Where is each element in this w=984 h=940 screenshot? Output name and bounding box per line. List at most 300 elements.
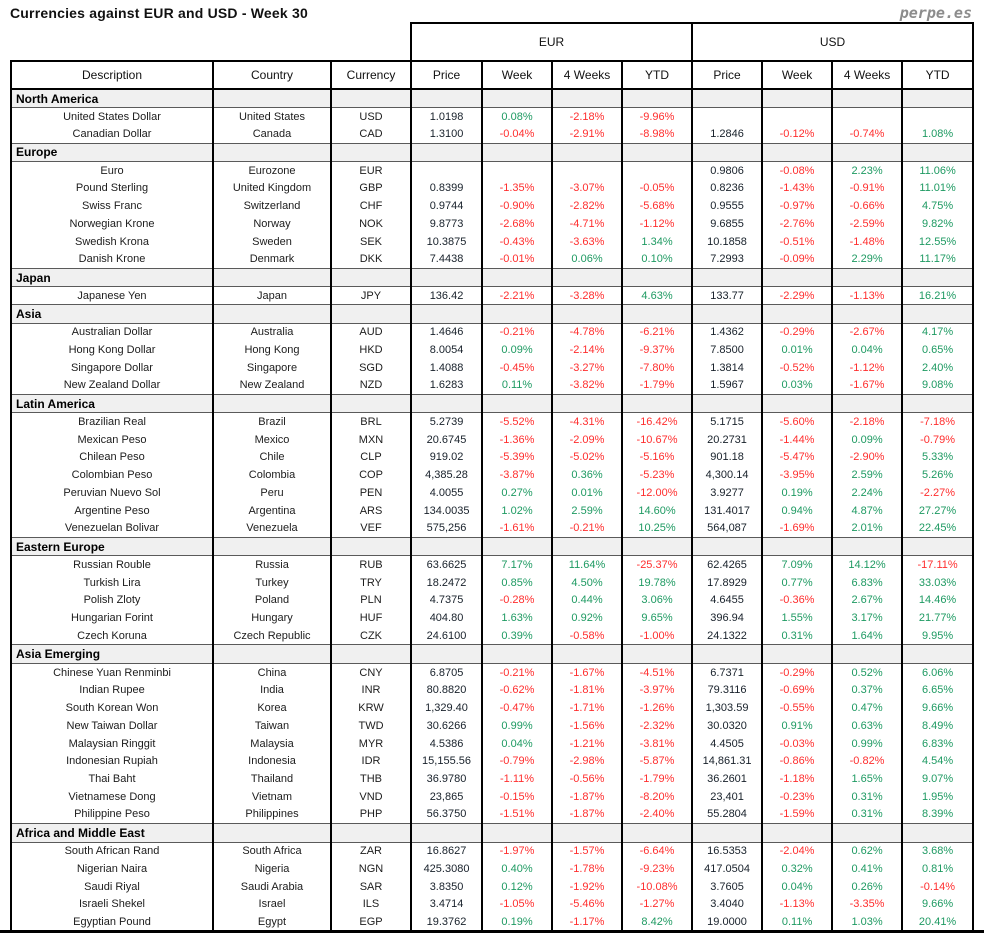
cell-usd-4weeks: -2.90% — [832, 448, 902, 466]
cell-eur-ytd: -3.81% — [622, 735, 692, 753]
section-cell — [832, 394, 902, 413]
cell-description: Saudi Riyal — [11, 878, 213, 896]
cell-eur-ytd: -9.23% — [622, 860, 692, 878]
cell-eur-week: -0.28% — [482, 592, 552, 610]
section-cell — [331, 143, 411, 162]
cell-country: Australia — [213, 323, 331, 341]
group-header-row — [11, 23, 973, 61]
cell-country: United States — [213, 108, 331, 126]
cell-currency: EUR — [331, 162, 411, 180]
cell-usd-4weeks: 1.03% — [832, 913, 902, 931]
cell-usd-ytd: 6.65% — [902, 681, 973, 699]
group-header-eur: EUR — [411, 23, 692, 61]
cell-eur-4weeks: -1.87% — [552, 788, 622, 806]
cell-country: Sweden — [213, 233, 331, 251]
cell-usd-price: 20.2731 — [692, 431, 762, 449]
cell-usd-ytd: 11.06% — [902, 162, 973, 180]
cell-currency: DKK — [331, 251, 411, 269]
cell-usd-week: 0.91% — [762, 717, 832, 735]
section-cell — [331, 89, 411, 108]
cell-eur-4weeks: -2.09% — [552, 431, 622, 449]
cell-usd-week: -0.12% — [762, 125, 832, 143]
section-cell — [832, 645, 902, 664]
section-cell — [692, 305, 762, 324]
cell-usd-4weeks: 14.12% — [832, 556, 902, 574]
section-cell — [552, 824, 622, 843]
cell-currency: PEN — [331, 484, 411, 502]
cell-eur-price: 5.2739 — [411, 413, 482, 431]
cell-eur-ytd: -8.20% — [622, 788, 692, 806]
section-cell — [213, 143, 331, 162]
column-header-row — [11, 61, 973, 89]
cell-usd-4weeks: 1.64% — [832, 627, 902, 645]
cell-eur-price: 4,385.28 — [411, 466, 482, 484]
cell-eur-week: -1.61% — [482, 520, 552, 538]
cell-usd-4weeks: -3.35% — [832, 895, 902, 913]
col-header-eur-price: Price — [411, 61, 482, 89]
cell-eur-week: 0.04% — [482, 735, 552, 753]
section-row — [11, 394, 973, 413]
col-header-eur-ytd: YTD — [622, 61, 692, 89]
cell-description: Swedish Krona — [11, 233, 213, 251]
section-cell — [622, 143, 692, 162]
cell-usd-week: -1.18% — [762, 770, 832, 788]
section-cell — [411, 537, 482, 556]
cell-eur-4weeks: 0.06% — [552, 251, 622, 269]
cell-currency: COP — [331, 466, 411, 484]
cell-country: United Kingdom — [213, 179, 331, 197]
cell-eur-price: 1.0198 — [411, 108, 482, 126]
section-row — [11, 305, 973, 324]
cell-eur-price: 23,865 — [411, 788, 482, 806]
cell-eur-4weeks: -2.18% — [552, 108, 622, 126]
cell-usd-week: -2.04% — [762, 842, 832, 860]
table-row — [11, 592, 973, 610]
cell-eur-ytd: -6.64% — [622, 842, 692, 860]
cell-eur-ytd: 4.63% — [622, 287, 692, 305]
section-cell — [692, 645, 762, 664]
cell-eur-4weeks: -1.67% — [552, 663, 622, 681]
cell-usd-week: 0.77% — [762, 574, 832, 592]
section-cell — [552, 89, 622, 108]
section-cell — [762, 305, 832, 324]
cell-usd-ytd: 20.41% — [902, 913, 973, 931]
cell-description: Venezuelan Bolivar — [11, 520, 213, 538]
cell-eur-ytd: 10.25% — [622, 520, 692, 538]
cell-eur-week: -1.36% — [482, 431, 552, 449]
cell-usd-ytd: 21.77% — [902, 609, 973, 627]
cell-usd-ytd: -7.18% — [902, 413, 973, 431]
cell-eur-4weeks: 2.59% — [552, 502, 622, 520]
cell-usd-ytd: 9.07% — [902, 770, 973, 788]
cell-currency: PHP — [331, 806, 411, 824]
cell-usd-price: 4.6455 — [692, 592, 762, 610]
cell-description: Turkish Lira — [11, 574, 213, 592]
cell-description: Pound Sterling — [11, 179, 213, 197]
cell-usd-ytd: 1.95% — [902, 788, 973, 806]
cell-eur-week: -5.52% — [482, 413, 552, 431]
cell-usd-price: 79.3116 — [692, 681, 762, 699]
cell-eur-week: 0.11% — [482, 377, 552, 395]
cell-usd-4weeks: 4.87% — [832, 502, 902, 520]
cell-usd-4weeks: -2.59% — [832, 215, 902, 233]
cell-usd-price: 1.3814 — [692, 359, 762, 377]
cell-usd-price: 133.77 — [692, 287, 762, 305]
cell-usd-week: -0.08% — [762, 162, 832, 180]
col-header-country: Country — [213, 61, 331, 89]
cell-usd-week: 0.01% — [762, 341, 832, 359]
cell-usd-week: -0.86% — [762, 752, 832, 770]
section-cell — [902, 305, 973, 324]
cell-eur-price: 80.8820 — [411, 681, 482, 699]
section-cell — [762, 394, 832, 413]
cell-usd-4weeks: -0.74% — [832, 125, 902, 143]
cell-eur-price: 16.8627 — [411, 842, 482, 860]
cell-description: Nigerian Naira — [11, 860, 213, 878]
table-row — [11, 251, 973, 269]
section-cell — [482, 305, 552, 324]
cell-usd-ytd: 5.33% — [902, 448, 973, 466]
section-cell — [411, 268, 482, 287]
cell-eur-4weeks: 0.44% — [552, 592, 622, 610]
table-row — [11, 108, 973, 126]
cell-usd-4weeks: 6.83% — [832, 574, 902, 592]
cell-description: New Taiwan Dollar — [11, 717, 213, 735]
cell-eur-week: -0.43% — [482, 233, 552, 251]
cell-usd-week: -3.95% — [762, 466, 832, 484]
cell-eur-week: 7.17% — [482, 556, 552, 574]
col-header-currency: Currency — [331, 61, 411, 89]
section-cell — [411, 305, 482, 324]
cell-usd-week: 0.04% — [762, 878, 832, 896]
cell-usd-price: 9.6855 — [692, 215, 762, 233]
cell-eur-week: 0.39% — [482, 627, 552, 645]
cell-eur-week: -2.68% — [482, 215, 552, 233]
cell-usd-week: -5.60% — [762, 413, 832, 431]
cell-eur-4weeks: -1.87% — [552, 806, 622, 824]
cell-eur-week: 0.12% — [482, 878, 552, 896]
cell-country: Norway — [213, 215, 331, 233]
cell-country: Denmark — [213, 251, 331, 269]
cell-usd-ytd: 9.95% — [902, 627, 973, 645]
table-row — [11, 323, 973, 341]
cell-eur-week: -0.01% — [482, 251, 552, 269]
cell-usd-ytd: 2.40% — [902, 359, 973, 377]
cell-usd-price: 1,303.59 — [692, 699, 762, 717]
cell-usd-price: 23,401 — [692, 788, 762, 806]
cell-description: Hong Kong Dollar — [11, 341, 213, 359]
cell-eur-4weeks: -3.63% — [552, 233, 622, 251]
cell-eur-ytd: -8.98% — [622, 125, 692, 143]
cell-country: Mexico — [213, 431, 331, 449]
cell-country: Israel — [213, 895, 331, 913]
section-cell — [902, 268, 973, 287]
cell-country: Argentina — [213, 502, 331, 520]
cell-eur-4weeks: -0.56% — [552, 770, 622, 788]
cell-usd-ytd: -2.27% — [902, 484, 973, 502]
table-row — [11, 377, 973, 395]
section-cell — [832, 537, 902, 556]
section-cell — [692, 268, 762, 287]
cell-usd-week: 0.19% — [762, 484, 832, 502]
section-cell — [552, 143, 622, 162]
section-cell — [213, 824, 331, 843]
table-row — [11, 341, 973, 359]
section-cell — [762, 824, 832, 843]
cell-country: Venezuela — [213, 520, 331, 538]
cell-usd-week: -0.23% — [762, 788, 832, 806]
cell-eur-ytd: 3.06% — [622, 592, 692, 610]
section-cell — [622, 824, 692, 843]
cell-usd-week: 0.03% — [762, 377, 832, 395]
cell-eur-week: -1.11% — [482, 770, 552, 788]
section-cell — [482, 394, 552, 413]
cell-country: Poland — [213, 592, 331, 610]
col-header-eur-4weeks: 4 Weeks — [552, 61, 622, 89]
cell-usd-week: 0.32% — [762, 860, 832, 878]
cell-eur-price: 136.42 — [411, 287, 482, 305]
cell-eur-ytd: -4.51% — [622, 663, 692, 681]
cell-eur-4weeks: -1.71% — [552, 699, 622, 717]
cell-eur-price: 3.4714 — [411, 895, 482, 913]
cell-eur-4weeks: -3.28% — [552, 287, 622, 305]
cell-usd-ytd: -0.14% — [902, 878, 973, 896]
table-row — [11, 179, 973, 197]
cell-usd-ytd: 4.17% — [902, 323, 973, 341]
cell-eur-4weeks: -4.71% — [552, 215, 622, 233]
cell-eur-week: 0.19% — [482, 913, 552, 931]
cell-description: South Korean Won — [11, 699, 213, 717]
cell-eur-price: 8.0054 — [411, 341, 482, 359]
table-row — [11, 520, 973, 538]
cell-usd-week: -1.43% — [762, 179, 832, 197]
cell-eur-ytd: 9.65% — [622, 609, 692, 627]
section-cell — [902, 394, 973, 413]
cell-currency: MYR — [331, 735, 411, 753]
cell-usd-price: 55.2804 — [692, 806, 762, 824]
cell-eur-ytd: 1.34% — [622, 233, 692, 251]
section-cell — [411, 89, 482, 108]
cell-eur-price: 1,329.40 — [411, 699, 482, 717]
cell-usd-week: -0.55% — [762, 699, 832, 717]
section-row — [11, 645, 973, 664]
col-header-usd-4weeks: 4 Weeks — [832, 61, 902, 89]
cell-description: Hungarian Forint — [11, 609, 213, 627]
cell-usd-week: 0.31% — [762, 627, 832, 645]
cell-eur-price: 19.3762 — [411, 913, 482, 931]
cell-eur-4weeks: -0.21% — [552, 520, 622, 538]
cell-usd-price: 3.9277 — [692, 484, 762, 502]
currency-table — [10, 22, 974, 932]
cell-eur-4weeks: -1.17% — [552, 913, 622, 931]
cell-eur-4weeks: -3.27% — [552, 359, 622, 377]
cell-description: Polish Zloty — [11, 592, 213, 610]
table-row — [11, 574, 973, 592]
cell-eur-4weeks: -1.81% — [552, 681, 622, 699]
table-row — [11, 162, 973, 180]
cell-usd-ytd: 14.46% — [902, 592, 973, 610]
cell-usd-price: 4,300.14 — [692, 466, 762, 484]
cell-description: Singapore Dollar — [11, 359, 213, 377]
section-row — [11, 537, 973, 556]
cell-eur-ytd: -25.37% — [622, 556, 692, 574]
section-cell — [482, 537, 552, 556]
cell-eur-ytd: -5.87% — [622, 752, 692, 770]
section-title: Latin America — [11, 394, 213, 413]
cell-country: Taiwan — [213, 717, 331, 735]
cell-eur-ytd: -9.96% — [622, 108, 692, 126]
cell-eur-price: 404.80 — [411, 609, 482, 627]
cell-country: India — [213, 681, 331, 699]
cell-eur-week: -0.47% — [482, 699, 552, 717]
cell-currency: ARS — [331, 502, 411, 520]
cell-usd-week: -1.44% — [762, 431, 832, 449]
cell-usd-4weeks: 0.52% — [832, 663, 902, 681]
cell-eur-4weeks: -4.31% — [552, 413, 622, 431]
cell-usd-4weeks — [832, 108, 902, 126]
cell-usd-4weeks: 2.29% — [832, 251, 902, 269]
section-row — [11, 143, 973, 162]
cell-usd-price: 564,087 — [692, 520, 762, 538]
cell-eur-ytd: -1.26% — [622, 699, 692, 717]
section-cell — [331, 268, 411, 287]
table-row — [11, 484, 973, 502]
cell-eur-price: 1.4646 — [411, 323, 482, 341]
cell-eur-price: 575,256 — [411, 520, 482, 538]
table-row — [11, 788, 973, 806]
cell-currency: GBP — [331, 179, 411, 197]
cell-usd-4weeks: 2.67% — [832, 592, 902, 610]
table-row — [11, 359, 973, 377]
cell-usd-4weeks: 0.31% — [832, 788, 902, 806]
cell-currency: NOK — [331, 215, 411, 233]
cell-usd-price: 0.9806 — [692, 162, 762, 180]
cell-usd-week — [762, 108, 832, 126]
cell-eur-4weeks: -1.78% — [552, 860, 622, 878]
cell-eur-week: -0.90% — [482, 197, 552, 215]
cell-eur-ytd: -5.23% — [622, 466, 692, 484]
cell-eur-price: 4.5386 — [411, 735, 482, 753]
section-cell — [331, 824, 411, 843]
cell-currency: CZK — [331, 627, 411, 645]
section-cell — [331, 537, 411, 556]
cell-usd-price: 1.5967 — [692, 377, 762, 395]
cell-eur-week — [482, 162, 552, 180]
cell-usd-price: 5.1715 — [692, 413, 762, 431]
cell-eur-price: 3.8350 — [411, 878, 482, 896]
cell-usd-price: 17.8929 — [692, 574, 762, 592]
brand-link[interactable]: perpe.es — [899, 4, 972, 22]
section-cell — [482, 89, 552, 108]
section-cell — [832, 824, 902, 843]
cell-usd-ytd: 4.54% — [902, 752, 973, 770]
cell-usd-ytd: 8.39% — [902, 806, 973, 824]
cell-usd-4weeks: -0.82% — [832, 752, 902, 770]
cell-eur-week: -5.39% — [482, 448, 552, 466]
cell-eur-ytd: 0.10% — [622, 251, 692, 269]
cell-usd-4weeks: 0.41% — [832, 860, 902, 878]
cell-usd-ytd: 33.03% — [902, 574, 973, 592]
cell-eur-week: -3.87% — [482, 466, 552, 484]
cell-eur-ytd: 14.60% — [622, 502, 692, 520]
section-cell — [411, 143, 482, 162]
cell-eur-4weeks: 0.01% — [552, 484, 622, 502]
cell-eur-ytd: -0.05% — [622, 179, 692, 197]
cell-usd-week: -0.09% — [762, 251, 832, 269]
section-cell — [552, 305, 622, 324]
cell-eur-price: 30.6266 — [411, 717, 482, 735]
cell-country: Turkey — [213, 574, 331, 592]
cell-usd-price: 396.94 — [692, 609, 762, 627]
cell-eur-4weeks: -0.58% — [552, 627, 622, 645]
cell-usd-week: -1.13% — [762, 895, 832, 913]
cell-country: Indonesia — [213, 752, 331, 770]
cell-description: Argentine Peso — [11, 502, 213, 520]
cell-eur-4weeks: 11.64% — [552, 556, 622, 574]
cell-eur-week: -2.21% — [482, 287, 552, 305]
cell-usd-4weeks: 0.09% — [832, 431, 902, 449]
cell-currency: USD — [331, 108, 411, 126]
section-cell — [762, 143, 832, 162]
cell-usd-week: -5.47% — [762, 448, 832, 466]
cell-usd-price: 7.2993 — [692, 251, 762, 269]
section-cell — [411, 394, 482, 413]
cell-country: Hong Kong — [213, 341, 331, 359]
cell-eur-ytd: -16.42% — [622, 413, 692, 431]
cell-description: Czech Koruna — [11, 627, 213, 645]
cell-description: Philippine Peso — [11, 806, 213, 824]
section-cell — [622, 305, 692, 324]
cell-eur-4weeks: -1.21% — [552, 735, 622, 753]
cell-usd-4weeks: -0.91% — [832, 179, 902, 197]
cell-usd-price: 6.7371 — [692, 663, 762, 681]
section-cell — [622, 268, 692, 287]
cell-usd-price: 4.4505 — [692, 735, 762, 753]
cell-eur-4weeks: -2.82% — [552, 197, 622, 215]
cell-eur-week: -0.15% — [482, 788, 552, 806]
cell-eur-price: 1.6283 — [411, 377, 482, 395]
section-cell — [692, 143, 762, 162]
section-cell — [622, 394, 692, 413]
section-cell — [552, 268, 622, 287]
cell-usd-price: 19.0000 — [692, 913, 762, 931]
cell-eur-ytd: -5.68% — [622, 197, 692, 215]
cell-description: Israeli Shekel — [11, 895, 213, 913]
cell-usd-week: -1.69% — [762, 520, 832, 538]
cell-usd-ytd: 12.55% — [902, 233, 973, 251]
table-row — [11, 735, 973, 753]
cell-eur-week: -1.51% — [482, 806, 552, 824]
cell-usd-price: 16.5353 — [692, 842, 762, 860]
cell-country: Eurozone — [213, 162, 331, 180]
cell-description: Russian Rouble — [11, 556, 213, 574]
cell-eur-4weeks: -2.98% — [552, 752, 622, 770]
cell-usd-ytd: 6.06% — [902, 663, 973, 681]
section-cell — [411, 645, 482, 664]
cell-eur-price: 20.6745 — [411, 431, 482, 449]
cell-usd-4weeks: 2.23% — [832, 162, 902, 180]
cell-usd-week: -0.29% — [762, 663, 832, 681]
cell-eur-ytd: -10.67% — [622, 431, 692, 449]
section-title: Europe — [11, 143, 213, 162]
section-cell — [482, 824, 552, 843]
cell-currency: ZAR — [331, 842, 411, 860]
cell-currency: CLP — [331, 448, 411, 466]
cell-description: Euro — [11, 162, 213, 180]
cell-usd-4weeks: 3.17% — [832, 609, 902, 627]
cell-eur-week: 0.09% — [482, 341, 552, 359]
cell-usd-4weeks: 0.31% — [832, 806, 902, 824]
